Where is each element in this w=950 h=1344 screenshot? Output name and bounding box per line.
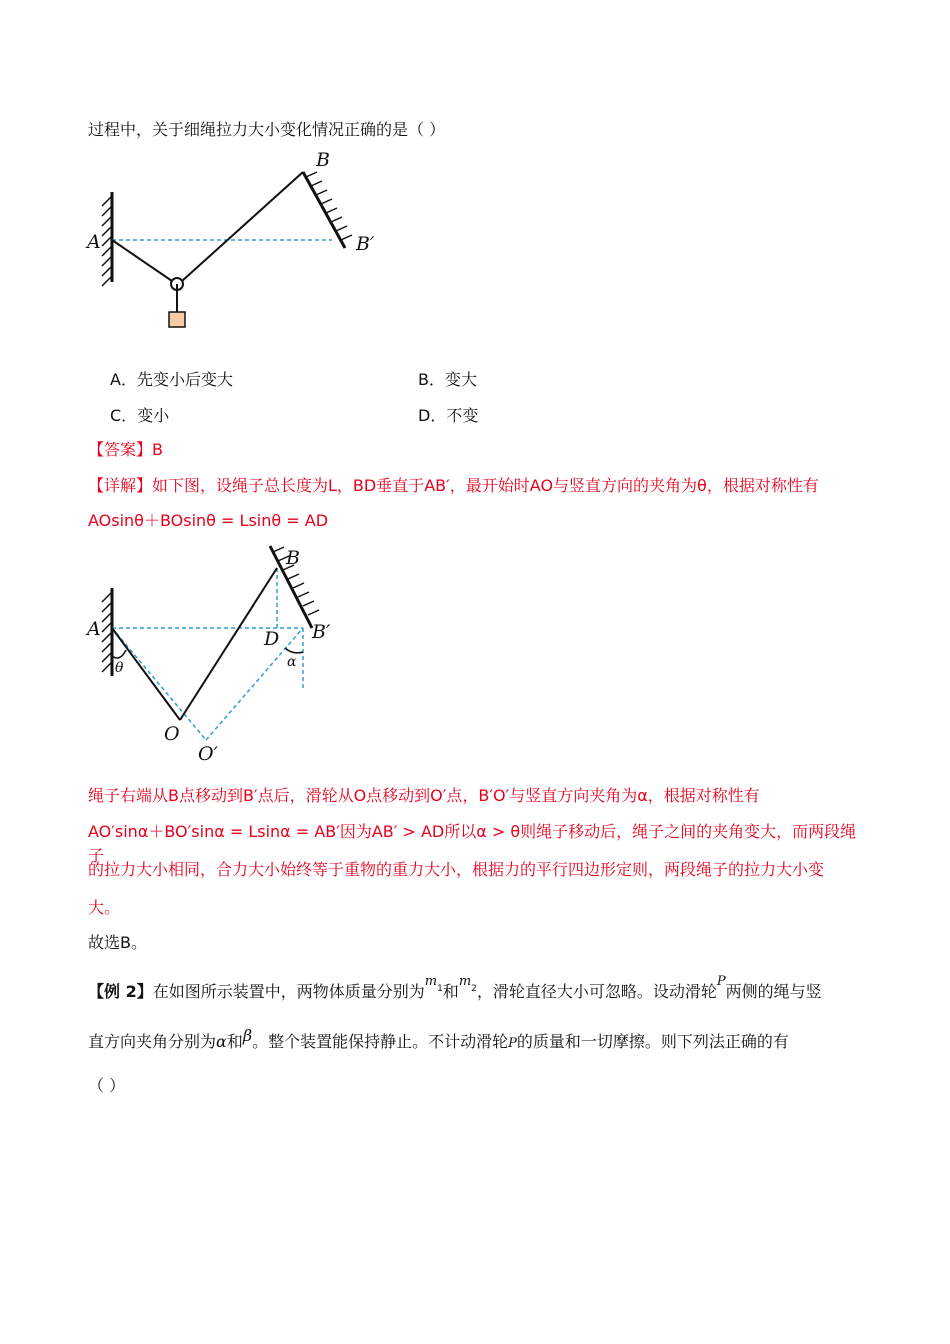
label-b-prime: B′ [356, 233, 375, 255]
option-c-text: 变小 [137, 406, 170, 425]
detail-tag: 【详解】 [88, 476, 153, 495]
label-o: O [164, 723, 180, 745]
label-o-prime: O′ [198, 743, 218, 765]
question-2-line-2 [88, 1026, 868, 1056]
option-b-key: B． [418, 370, 445, 389]
rope-ob [180, 568, 280, 720]
label-b: B [316, 149, 330, 171]
beta-symbol: β [242, 1026, 253, 1045]
label-alpha: α [287, 654, 297, 670]
m1-subscript: 1 [437, 984, 443, 995]
p-symbol-2: P [508, 1036, 517, 1051]
q2-text-3: 两侧的绳与竖 [725, 982, 822, 1001]
q2-text-2: ，滑轮直径大小可忽略。设动滑轮 [476, 982, 717, 1001]
label-d: D [264, 628, 280, 650]
question-2-line-1 [88, 974, 868, 1011]
q2-text-1: 在如图所示装置中，两物体质量分别为 [152, 982, 425, 1001]
question-stem: 过程中，关于细绳拉力大小变化情况正确的是（ ） [88, 120, 446, 139]
angle-theta-arc [112, 650, 126, 658]
p-symbol: P [716, 974, 726, 989]
m2-subscript: 2 [471, 984, 477, 995]
option-d-key: D． [418, 406, 447, 425]
label-a-2: A [87, 618, 101, 640]
alpha-symbol: α [216, 1032, 227, 1051]
option-a-key: A． [110, 370, 137, 389]
label-b-2: B [286, 547, 300, 569]
m2-symbol: m [458, 974, 472, 989]
label-theta: θ [115, 660, 124, 676]
m1-symbol: m [424, 974, 438, 989]
detail-line-2: AOsinθ＋BOsinθ = Lsinθ = AD [88, 511, 329, 530]
option-c-key: C． [110, 406, 138, 425]
detail-line-4: AO′sinα＋BO′sinα = Lsinα = AB′因为AB′ > AD所以α > θ则绳子移动后，绳子之间的夹角变大，而两段绳子 [88, 822, 857, 865]
detail-text-1: 如下图，设绳子总长度为L，BD垂直于AB′，最开始时AO与竖直方向的夹角为θ，根据对称性有 [152, 476, 819, 495]
detail-line-6: 大。 [88, 898, 121, 917]
label-a: A [87, 231, 101, 253]
detail-line-3: 绳子右端从B点移动到B′点后，滑轮从O点移动到O′点，B′O′与竖直方向夹角为α，根据对称性有 [88, 786, 760, 805]
example-tag: 【例 2】 [88, 982, 153, 1001]
answer: 【答案】B [88, 440, 163, 459]
question-2-paren: （ ） [88, 1076, 126, 1095]
q2-text-6: 的质量和一切摩擦。则下列法正确的有 [516, 1032, 789, 1051]
left-wall-2 [102, 588, 112, 676]
option-a-text: 先变小后变大 [136, 370, 233, 389]
option-b-text: 变大 [444, 370, 477, 389]
detail-line-5: 的拉力大小相同，合力大小始终等于重物的重力大小，根据力的平行四边形定则，两段绳子的拉力大小变 [88, 860, 825, 879]
q2-and-1: 和 [442, 982, 459, 1001]
conclusion: 故选B。 [88, 933, 147, 952]
q2-text-5: 。整个装置能保持静止。不计动滑轮 [252, 1032, 509, 1051]
q2-text-4: 直方向夹角分别为 [88, 1032, 217, 1051]
q2-and-2: 和 [226, 1032, 243, 1051]
label-b-prime-2: B′ [312, 621, 331, 643]
dashed-lines-2 [112, 568, 303, 740]
angle-alpha-arc [285, 648, 303, 653]
option-d-text: 不变 [446, 406, 479, 425]
